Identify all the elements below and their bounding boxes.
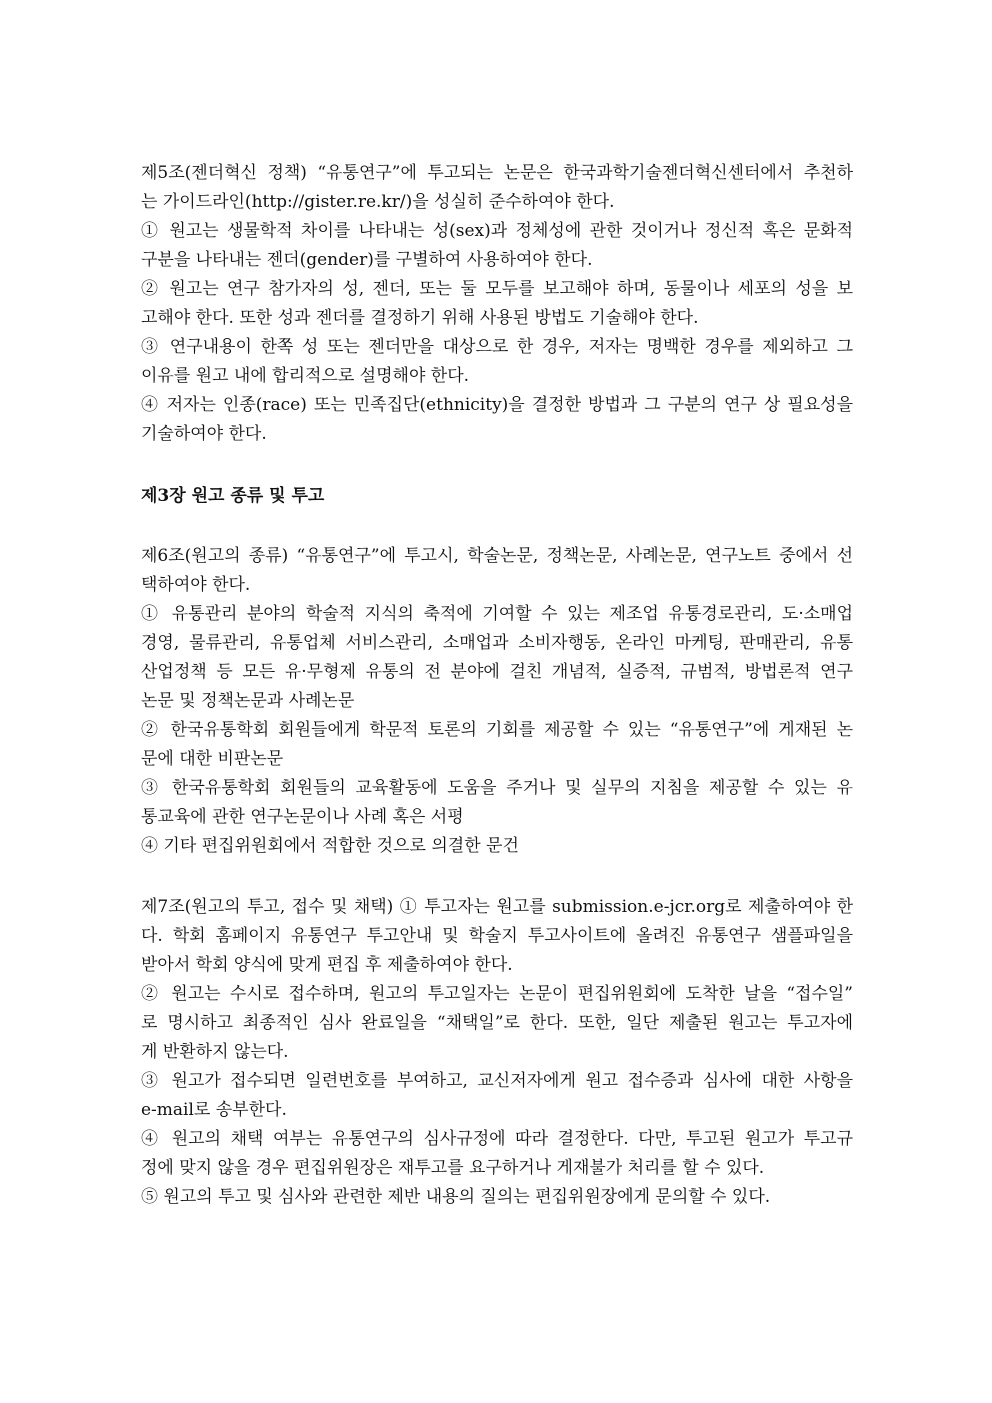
article-5-line: 고해야 한다. 또한 성과 젠더를 결정하기 위해 사용된 방법도 기술해야 한다. [141, 308, 699, 328]
article-7-line: ③ 원고가 접수되면 일련번호를 부여하고, 교신저자에게 원고 접수증과 심사에 대한 사항을 [141, 1071, 853, 1091]
article-7-section [141, 893, 853, 1212]
article-6-line: 택하여야 한다. [141, 575, 251, 595]
article-7-line: 받아서 학회 양식에 맞게 편집 후 제출하여야 한다. [141, 955, 513, 975]
article-5-section [141, 159, 853, 449]
article-7-line: 다. 학회 홈페이지 유통연구 투고안내 및 학술지 투고사이트에 올려진 유통연구 샘플파일을 [141, 926, 853, 946]
article-5-line: ① 원고는 생물학적 차이를 나타내는 성(sex)과 정체성에 관한 것이거나 정신적 혹은 문화적 [141, 221, 853, 241]
article-6-line: 문에 대한 비판논문 [141, 749, 284, 769]
article-6-line: 논문 및 정책논문과 사례논문 [141, 691, 355, 711]
article-6-line: 경영, 물류관리, 유통업체 서비스관리, 소매업과 소비자행동, 온라인 마케팅, 판매관리, 유통 [141, 633, 853, 653]
article-7-line: e-mail로 송부한다. [141, 1100, 287, 1120]
article-6-line: ① 유통관리 분야의 학술적 지식의 축적에 기여할 수 있는 제조업 유통경로관리, 도·소매업 [141, 604, 853, 624]
article-5-line: ④ 저자는 인종(race) 또는 민족집단(ethnicity)을 결정한 방법과 그 구분의 연구 상 필요성을 [141, 395, 853, 415]
article-5-line: 이유를 원고 내에 합리적으로 설명해야 한다. [141, 366, 470, 386]
article-7-line: ⑤ 원고의 투고 및 심사와 관련한 제반 내용의 질의는 편집위원장에게 문의할 수 있다. [141, 1187, 771, 1207]
article-5-line: 구분을 나타내는 젠더(gender)를 구별하여 사용하여야 한다. [141, 250, 593, 270]
article-5-line: 기술하여야 한다. [141, 424, 267, 444]
article-5-line: ③ 연구내용이 한쪽 성 또는 젠더만을 대상으로 한 경우, 저자는 명백한 경우를 제외하고 그 [141, 337, 853, 357]
article-6-line: ③ 한국유통학회 회원들의 교육활동에 도움을 주거나 및 실무의 지침을 제공할 수 있는 유 [141, 778, 853, 798]
article-5-line: 는 가이드라인(http://gister.re.kr/)을 성실히 준수하여야 한다. [141, 192, 615, 212]
article-7-line: 정에 맞지 않을 경우 편집위원장은 재투고를 요구하거나 게재불가 처리를 할 수 있다. [141, 1158, 765, 1178]
article-6-line: 통교육에 관한 연구논문이나 사례 혹은 서평 [141, 807, 464, 827]
article-7-line: ④ 원고의 채택 여부는 유통연구의 심사규정에 따라 결정한다. 다만, 투고된 원고가 투고규 [141, 1129, 853, 1149]
article-7-line: 로 명시하고 최종적인 심사 완료일을 “채택일”로 한다. 또한, 일단 제출된 원고는 투고자에 [141, 1013, 853, 1033]
article-5-line: ② 원고는 연구 참가자의 성, 젠더, 또는 둘 모두를 보고해야 하며, 동물이나 세포의 성을 보 [141, 279, 853, 299]
article-6-section [141, 542, 853, 861]
article-7-line: 게 반환하지 않는다. [141, 1042, 289, 1062]
article-6-line: ④ 기타 편집위원회에서 적합한 것으로 의결한 문건 [141, 836, 519, 856]
article-6-line: 제6조(원고의 종류) “유통연구”에 투고시, 학술논문, 정책논문, 사례논문, 연구노트 중에서 선 [141, 546, 853, 566]
article-7-line: 제7조(원고의 투고, 접수 및 채택) ① 투고자는 원고를 submission.e-jcr.org로 제출하여야 한 [141, 897, 853, 917]
article-7-line: ② 원고는 수시로 접수하며, 원고의 투고일자는 논문이 편집위원회에 도착한 날을 “접수일” [141, 984, 853, 1004]
article-6-line: 산업정책 등 모든 유·무형제 유통의 전 분야에 걸친 개념적, 실증적, 규범적, 방법론적 연구 [141, 662, 853, 682]
article-6-line: ② 한국유통학회 회원들에게 학문적 토론의 기회를 제공할 수 있는 “유통연구”에 게재된 논 [141, 720, 853, 740]
article-5-line: 제5조(젠더혁신 정책) “유통연구”에 투고되는 논문은 한국과학기술젠더혁신센터에서 추천하 [141, 163, 853, 183]
chapter-3-heading: 제3장 원고 종류 및 투고 [141, 486, 325, 506]
